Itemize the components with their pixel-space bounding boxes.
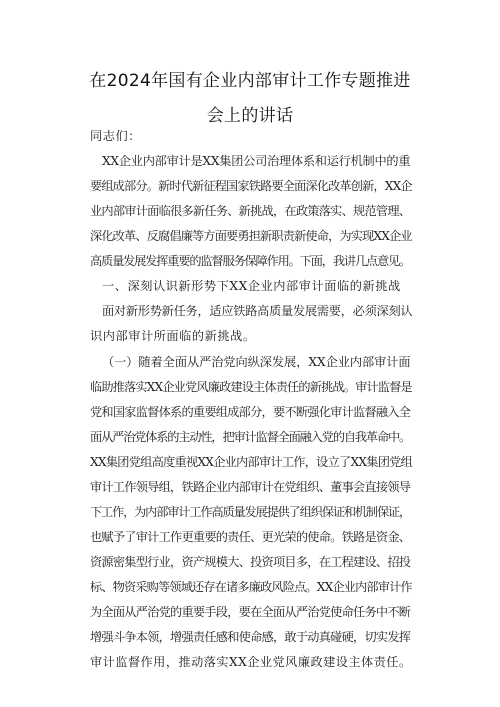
body-line: 面对新形势新任务，适应铁路高质量发展需要，必须深刻认 [102, 304, 413, 318]
body-line: 审计监督作用，推动落实XX企业党风廉政建设主体责任。 [90, 655, 412, 669]
body-line: 审计工作领导组，铁路企业内部审计在党组织、董事会直接领导 [90, 480, 411, 494]
body-line: 临助推落实XX企业党风廉政建设主体责任的新挑战。审计监督是 [90, 380, 412, 394]
body-line: 也赋予了审计工作更重要的责任、更光荣的使命。铁路是资金、 [90, 530, 411, 544]
document-title-line-2: 会上的讲话 [206, 106, 294, 126]
section-heading: 一、深刻认识新形势下XX企业内部审计面临的新挑战 [102, 279, 401, 293]
subsection-line: （一）随着全面从严治党向纵深发展，XX企业内部审计面 [102, 355, 411, 369]
body-line: 业内部审计面临很多新任务、新挑战，在政策落实、规范管理、 [90, 204, 411, 218]
body-line: 增强斗争本领，增强责任感和使命感，敢于动真碰硬，切实发挥 [90, 630, 411, 644]
body-line: 识内部审计所面临的新挑战。 [90, 329, 256, 343]
body-line: 标、物资采购等领域还存在诸多廉政风险点。XX企业内部审计作 [90, 580, 412, 594]
body-line: 要组成部分。新时代新征程国家铁路要全面深化改革创新，XX企 [90, 179, 412, 193]
body-line: 为全面从严治党的重要手段，要在全面从严治党使命任务中不断 [90, 605, 411, 619]
body-line: 高质量发展发挥重要的监督服务保障作用。下面，我讲几点意见。 [90, 254, 411, 268]
body-line: 下工作，为内部审计工作高质量发展提供了组织保证和机制保证， [90, 505, 411, 519]
body-line: 资源密集型行业，资产规模大、投资项目多，在工程建设、招投 [90, 555, 411, 569]
body-line: 深化改革、反腐倡廉等方面要勇担新职责新使命，为实现XX企业 [90, 229, 412, 243]
body-line: 面从严治党体系的主动性，把审计监督全面融入党的自我革命中。 [90, 430, 411, 444]
body-line: XX集团党组高度重视XX企业内部审计工作，设立了XX集团党组 [90, 455, 413, 469]
body-line: 党和国家监督体系的重要组成部分，要不断强化审计监督融入全 [90, 405, 411, 419]
body-line: XX企业内部审计是XX集团公司治理体系和运行机制中的重 [102, 154, 411, 168]
salutation: 同志们： [90, 129, 141, 143]
document-title-line-1: 在2024年国有企业内部审计工作专题推进 [89, 71, 411, 91]
